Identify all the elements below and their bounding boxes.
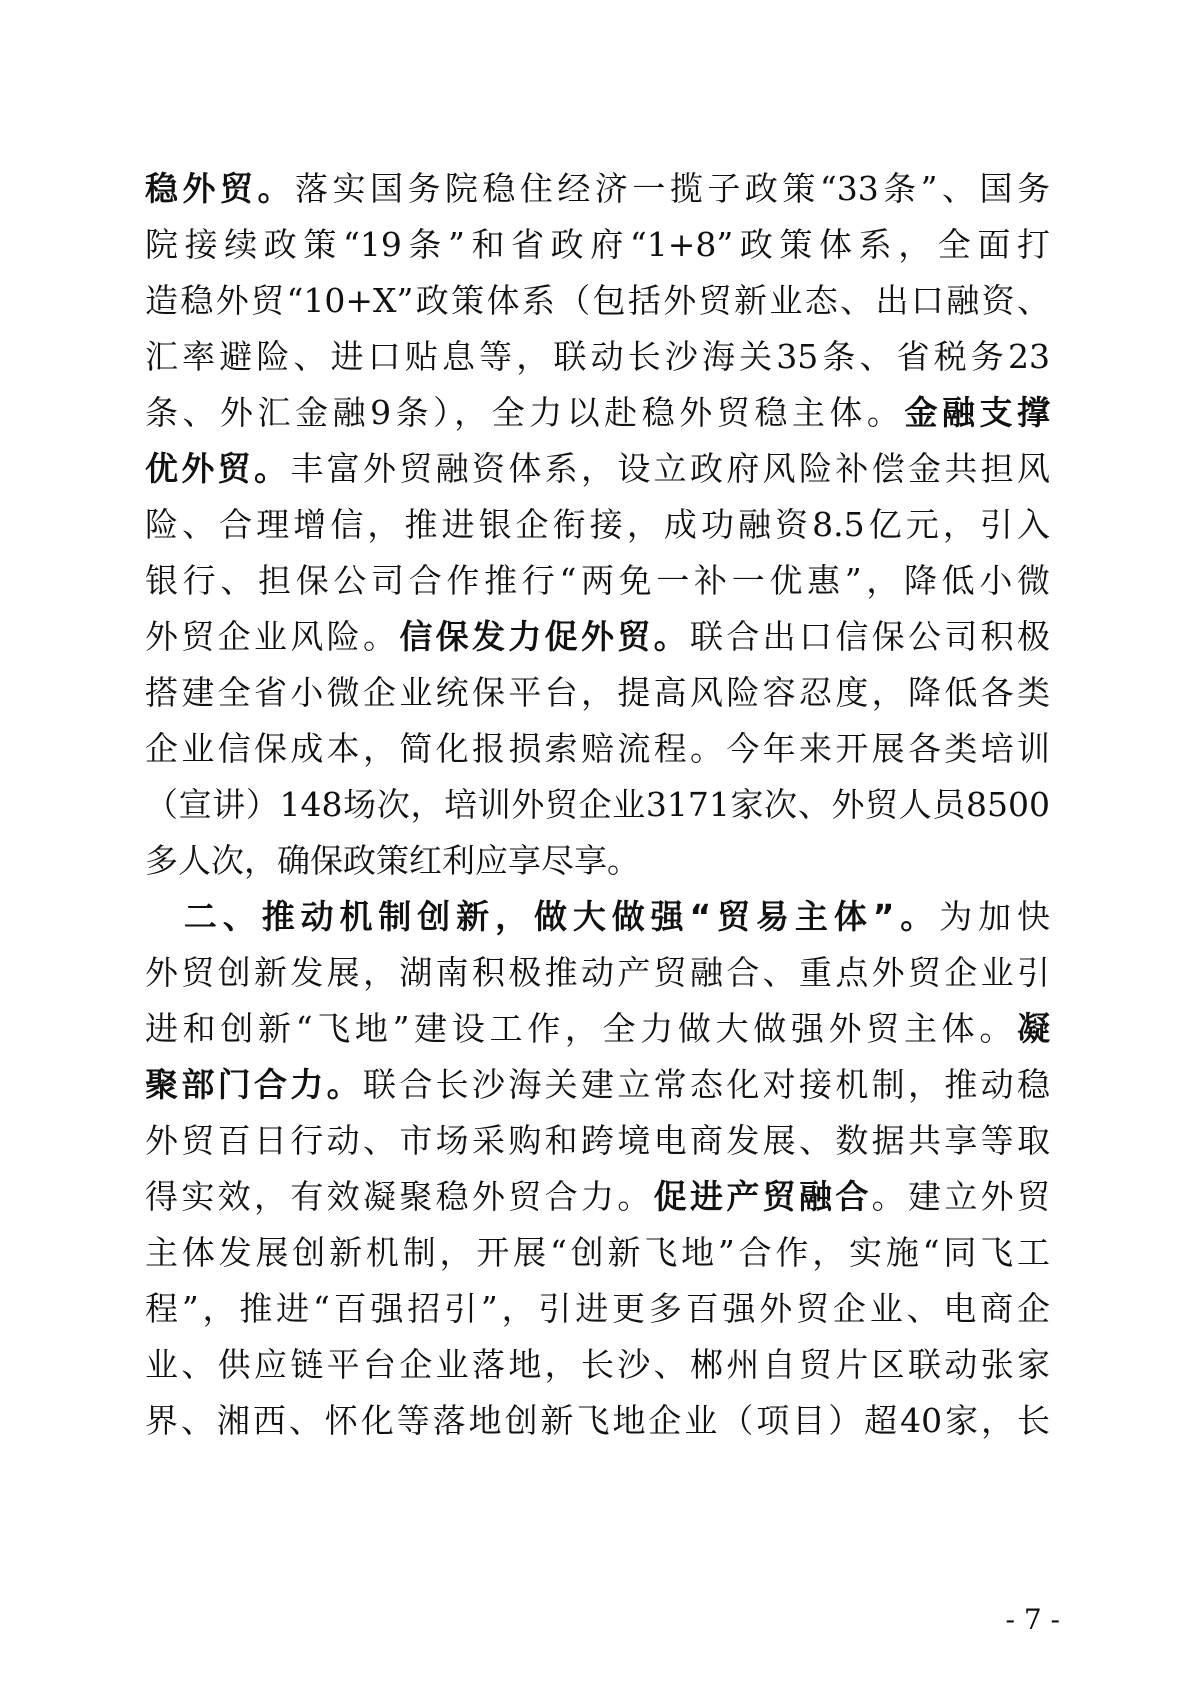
text-line-12: （宣讲）148场次，培训外贸企业3171家次、外贸人员8500: [145, 785, 1050, 824]
text-line-14: 二、推动机制创新，做大做强“贸易主体”。为加快: [145, 897, 1050, 936]
text-line-20: 主体发展创新机制，开展“创新飞地”合作，实施“同飞工: [145, 1233, 1050, 1272]
text-line-2: 院接续政策“19条”和省政府“1+8”政策体系，全面打: [145, 225, 1050, 264]
text-line-21: 程”，推进“百强招引”，引进更多百强外贸企业、电商企: [145, 1289, 1050, 1328]
text-line-18: 外贸百日行动、市场采购和跨境电商发展、数据共享等取: [145, 1121, 1050, 1160]
text-line-9: 外贸企业风险。信保发力促外贸。联合出口信保公司积极: [145, 617, 1050, 656]
page-number: - 7 -: [1005, 1603, 1060, 1636]
text-line-13: 多人次，确保政策红利应享尽享。: [145, 841, 640, 880]
text-line-15: 外贸创新发展，湖南积极推动产贸融合、重点外贸企业引: [145, 953, 1050, 992]
text-line-5: 条、外汇金融9条），全力以赴稳外贸稳主体。金融支撑: [145, 393, 1050, 432]
text-line-6: 优外贸。丰富外贸融资体系，设立政府风险补偿金共担风: [145, 449, 1050, 488]
text-line-10: 搭建全省小微企业统保平台，提高风险容忍度，降低各类: [145, 673, 1050, 712]
text-line-16: 进和创新“飞地”建设工作，全力做大做强外贸主体。凝: [145, 1009, 1050, 1048]
text-line-22: 业、供应链平台企业落地，长沙、郴州自贸片区联动张家: [145, 1345, 1050, 1384]
text-line-11: 企业信保成本，简化报损索赔流程。今年来开展各类培训: [145, 729, 1050, 768]
text-line-19: 得实效，有效凝聚稳外贸合力。促进产贸融合。建立外贸: [145, 1177, 1050, 1216]
text-line-8: 银行、担保公司合作推行“两免一补一优惠”，降低小微: [145, 561, 1050, 600]
text-line-1: 稳外贸。落实国务院稳住经济一揽子政策“33条”、国务: [145, 169, 1050, 208]
text-line-7: 险、合理增信，推进银企衔接，成功融资8.5亿元，引入: [145, 505, 1050, 544]
text-line-17: 聚部门合力。联合长沙海关建立常态化对接机制，推动稳: [145, 1065, 1050, 1104]
text-line-4: 汇率避险、进口贴息等，联动长沙海关35条、省税务23: [145, 337, 1050, 376]
text-line-23: 界、湘西、怀化等落地创新飞地企业（项目）超40家，长: [145, 1401, 1050, 1440]
text-line-3: 造稳外贸“10+X”政策体系（包括外贸新业态、出口融资、: [145, 281, 1050, 320]
